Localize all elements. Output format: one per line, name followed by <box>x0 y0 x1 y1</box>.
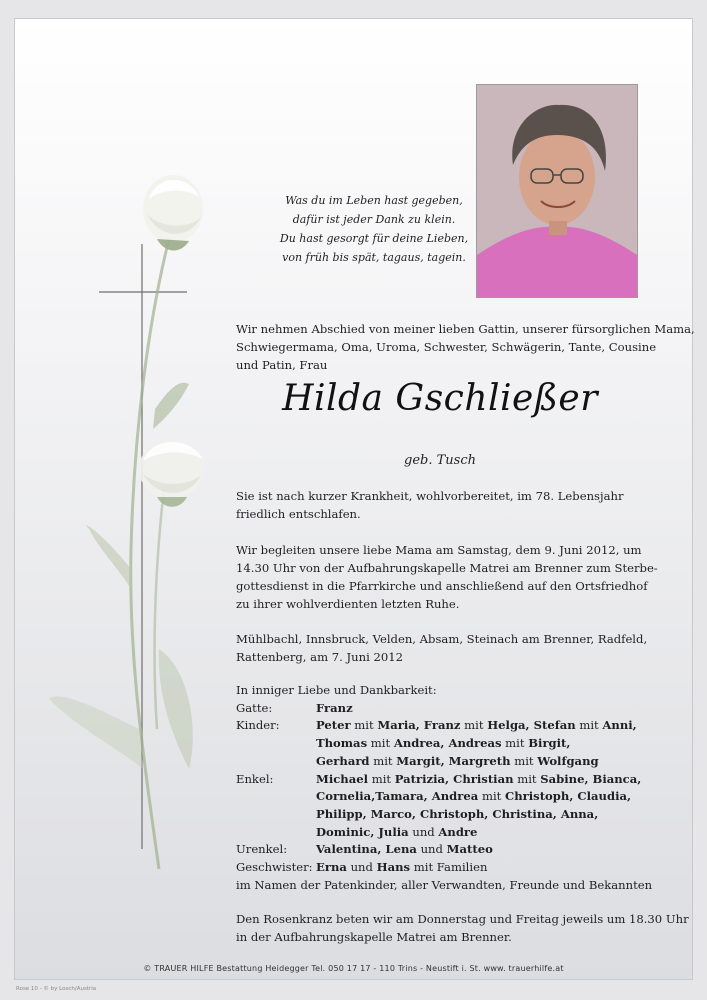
connector-text: mit <box>513 771 541 786</box>
family-row-label <box>236 806 316 824</box>
portrait-photo <box>476 84 638 298</box>
maiden-name: geb. Tusch <box>404 453 476 468</box>
intro-line: und Patin, Frau <box>236 358 328 372</box>
family-row <box>236 806 656 824</box>
intro-line: Wir nehmen Abschied von meiner lieben Gattin, unserer fürsorglichen Mama, <box>236 322 695 336</box>
family-row-names <box>316 717 637 735</box>
passing-line: Sie ist nach kurzer Krankheit, wohlvorbereitet, im 78. Lebensjahr <box>236 489 624 503</box>
family-member-name: Thomas <box>316 736 368 751</box>
family-rows <box>236 700 656 877</box>
intro-paragraph <box>236 320 695 374</box>
funeral-line: Wir begleiten unsere liebe Mama am Samstag, dem 9. Juni 2012, um <box>236 543 642 557</box>
poem-line: von früh bis spät, tagaus, tagein. <box>282 251 466 264</box>
rosary-line: in der Aufbahrungskapelle Matrei am Brenner. <box>236 930 512 944</box>
family-member-name: Franz <box>316 700 353 715</box>
poem-line: dafür ist jeder Dank zu klein. <box>292 213 456 226</box>
family-row <box>236 788 656 806</box>
family-row-names <box>316 788 631 806</box>
family-row-label: Urenkel: <box>236 842 288 857</box>
family-row <box>236 859 656 877</box>
footer-credit: © TRAUER HILFE Bestattung Heidegger Tel. 050 17 17 - 110 Trins - Neustift i. St. www. trauerhilfe.at <box>143 964 564 973</box>
family-member-name: Dominic, Julia <box>316 824 409 839</box>
connector-text: mit <box>369 753 397 768</box>
connector-text: mit <box>478 789 505 804</box>
connector-text: mit <box>510 753 538 768</box>
funeral-line: zu ihrer wohlverdienten letzten Ruhe. <box>236 597 460 611</box>
family-member-name: Philipp, Marco, Christoph, Christina, Anna, <box>316 806 599 821</box>
family-row-label: Kinder: <box>236 718 280 733</box>
connector-text: mit <box>501 736 529 751</box>
family-row <box>236 700 656 718</box>
family-row <box>236 717 656 735</box>
family-member-name: Valentina, Lena <box>316 842 417 857</box>
connector-text: mit Familien <box>410 860 488 875</box>
family-member-name: Sabine, Bianca, <box>540 771 642 786</box>
family-member-name: Gerhard <box>316 753 370 768</box>
connector-text: mit <box>575 718 603 733</box>
rosary-line: Den Rosenkranz beten wir am Donnerstag und Freitag jeweils um 18.30 Uhr <box>236 912 689 926</box>
family-row <box>236 824 656 842</box>
poem <box>279 191 469 267</box>
connector-text: und <box>416 842 447 857</box>
family-row-names <box>316 753 599 771</box>
poem-line: Was du im Leben hast gegeben, <box>285 194 463 207</box>
family-row-names <box>316 841 493 859</box>
family-row <box>236 841 656 859</box>
connector-text: mit <box>350 718 378 733</box>
family-member-name: Margit, Margreth <box>396 753 511 768</box>
connector-text: und <box>346 860 377 875</box>
funeral-paragraph <box>236 541 658 613</box>
family-row-names <box>316 806 598 824</box>
family-member-name: Patrizia, Christian <box>394 771 514 786</box>
family-row-names <box>316 771 641 789</box>
family-member-name: Cornelia,Tamara, Andrea <box>316 789 479 804</box>
family-heading: In inniger Liebe und Dankbarkeit: <box>236 683 437 697</box>
family-row-label <box>236 788 316 806</box>
connector-text: mit <box>460 718 488 733</box>
family-row-label <box>236 735 316 753</box>
rosary-paragraph <box>236 910 689 946</box>
family-row-label <box>236 753 316 771</box>
connector-text: mit <box>368 771 395 786</box>
connector-text: mit <box>367 736 394 751</box>
family-row-label <box>236 824 316 842</box>
funeral-line: gottesdienst in die Pfarrkirche und anschließend auf den Ortsfriedhof <box>236 579 648 593</box>
poem-line: Du hast gesorgt für deine Lieben, <box>279 232 469 245</box>
family-member-name: Christoph, Claudia, <box>505 789 632 804</box>
family-row <box>236 735 656 753</box>
family-row-label: Geschwister: <box>236 860 313 875</box>
places-line: Rattenberg, am 7. Juni 2012 <box>236 650 403 664</box>
family-list <box>236 682 656 894</box>
passing-line: friedlich entschlafen. <box>236 507 361 521</box>
image-credit: Rose 10 - © by Losch/Austria <box>16 986 97 992</box>
family-member-name: Peter <box>316 718 351 733</box>
family-row-label: Gatte: <box>236 700 273 715</box>
places-paragraph <box>236 630 648 666</box>
family-row-names <box>316 700 353 718</box>
intro-line: Schwiegermama, Oma, Uroma, Schwester, Schwägerin, Tante, Cousine <box>236 340 657 354</box>
family-member-name: Maria, Franz <box>377 718 461 733</box>
family-member-name: Andrea, Andreas <box>393 736 502 751</box>
passing-paragraph <box>236 487 640 523</box>
family-member-name: Matteo <box>446 842 493 857</box>
family-member-name: Birgit, <box>528 736 571 751</box>
family-member-name: Helga, Stefan <box>487 718 576 733</box>
family-closing: im Namen der Patenkinder, aller Verwandten, Freunde und Bekannten <box>236 877 653 892</box>
portrait-icon <box>477 85 637 297</box>
family-row-names <box>316 824 477 842</box>
family-member-name: Anni, <box>602 718 637 733</box>
family-row-names <box>316 735 570 753</box>
family-member-name: Andre <box>438 824 478 839</box>
rose-bottom-icon <box>139 439 203 507</box>
family-member-name: Erna <box>316 860 347 875</box>
funeral-line: 14.30 Uhr von der Aufbahrungskapelle Matrei am Brenner zum Sterbe- <box>236 561 658 575</box>
rose-top-icon <box>143 175 203 251</box>
rose-cross-decoration <box>39 169 229 889</box>
family-member-name: Wolfgang <box>537 753 599 768</box>
connector-text: und <box>408 824 439 839</box>
family-member-name: Michael <box>316 771 369 786</box>
family-member-name: Hans <box>376 860 411 875</box>
deceased-name: Hilda Gschließer <box>282 378 598 419</box>
family-row-label: Enkel: <box>236 771 274 786</box>
family-row <box>236 771 656 789</box>
family-row-names <box>316 859 487 877</box>
family-row <box>236 753 656 771</box>
places-line: Mühlbachl, Innsbruck, Velden, Absam, Steinach am Brenner, Radfeld, <box>236 632 648 646</box>
